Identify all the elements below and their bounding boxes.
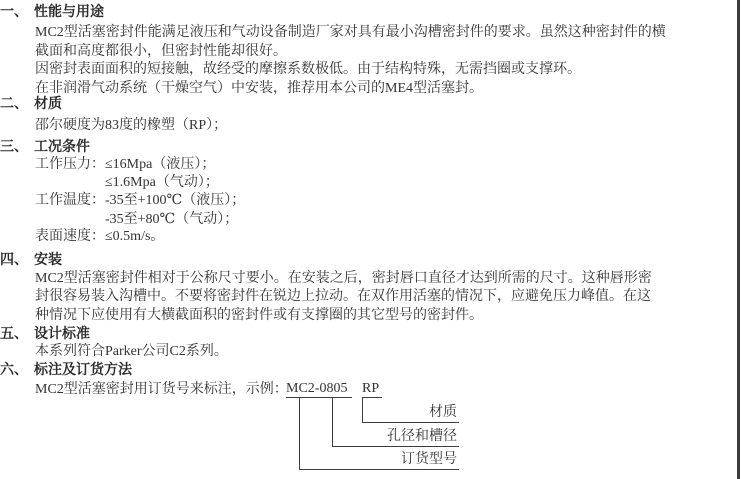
body-line-working-temperature-2: -35至+80℃（气动）； <box>105 212 239 227</box>
body-line: 封很容易装入沟槽中。不要将密封件在锐边上拉动。在双作用活塞的情况下，应避免压力峰值。在这 <box>35 289 651 304</box>
body-line: 截面和高度都很小，但密封性能却很好。 <box>35 44 287 59</box>
section-number: 六、 <box>0 363 28 378</box>
ordering-intro: MC2型活塞密封用订货号来标注，示例： <box>35 382 288 397</box>
diagram-line-material-horizontal <box>362 422 459 423</box>
section-title: 材质 <box>34 97 62 112</box>
section-number: 一、 <box>0 5 28 20</box>
body-line: 在非润滑气动系统（干燥空气）中安装，推荐用本公司的ME4型活塞封。 <box>35 81 483 96</box>
section-heading-material <box>0 96 62 114</box>
diagram-label-order-model: 订货型号 <box>401 452 457 467</box>
body-line: MC2型活塞密封件能满足液压和气动设备制造厂家对具有最小沟槽密封件的要求。虽然这种密封件的横 <box>35 25 666 40</box>
body-line: 邵尔硬度为83度的橡塑（RP）； <box>35 118 228 133</box>
section-number: 五、 <box>0 327 28 342</box>
body-line: 本系列符合Parker公司C2系列。 <box>35 344 228 359</box>
page-right-border <box>737 0 740 479</box>
section-number: 四、 <box>0 253 28 268</box>
body-line-working-temperature: 工作温度：-35至+100℃（液压）； <box>35 193 246 208</box>
section-heading-installation <box>0 252 62 270</box>
body-line: 因密封表面面积的短接触，故经受的摩擦系数极低。由于结构特殊，无需挡圈或支撑环。 <box>35 62 581 77</box>
diagram-line-order-model-horizontal <box>299 469 459 470</box>
section-title: 工况条件 <box>34 140 90 155</box>
section-title: 性能与用途 <box>34 5 104 20</box>
section-number: 二、 <box>0 97 28 112</box>
section-title: 安装 <box>34 253 62 268</box>
section-heading-working-conditions <box>0 139 90 157</box>
body-line: 种情况下应使用有大横截面积的密封件或有支撑圈的其它型号的密封件。 <box>35 308 483 323</box>
body-line-working-pressure-2: ≤1.6Mpa（气动）； <box>105 175 219 190</box>
section-heading-performance <box>0 4 104 22</box>
section-heading-ordering <box>0 362 132 380</box>
diagram-label-bore-groove: 孔径和槽径 <box>387 429 457 444</box>
section-number: 三、 <box>0 140 28 155</box>
section-title: 标注及订货方法 <box>34 363 132 378</box>
section-heading-design-standard <box>0 326 90 344</box>
body-line-working-pressure: 工作压力：≤16Mpa（液压）； <box>35 157 216 172</box>
ordering-example-material: RP <box>362 381 382 398</box>
section-title: 设计标准 <box>34 327 90 342</box>
body-line-surface-speed: 表面速度：≤0.5m/s。 <box>35 229 165 244</box>
diagram-line-bore-groove-horizontal <box>332 446 459 447</box>
body-line: MC2型活塞密封件相对于公称尺寸要小。在安装之后，密封唇口直径才达到所需的尺寸。这种唇形密 <box>35 271 652 286</box>
diagram-label-material: 材质 <box>429 405 457 420</box>
ordering-example-code: MC2-0805 <box>286 381 352 398</box>
